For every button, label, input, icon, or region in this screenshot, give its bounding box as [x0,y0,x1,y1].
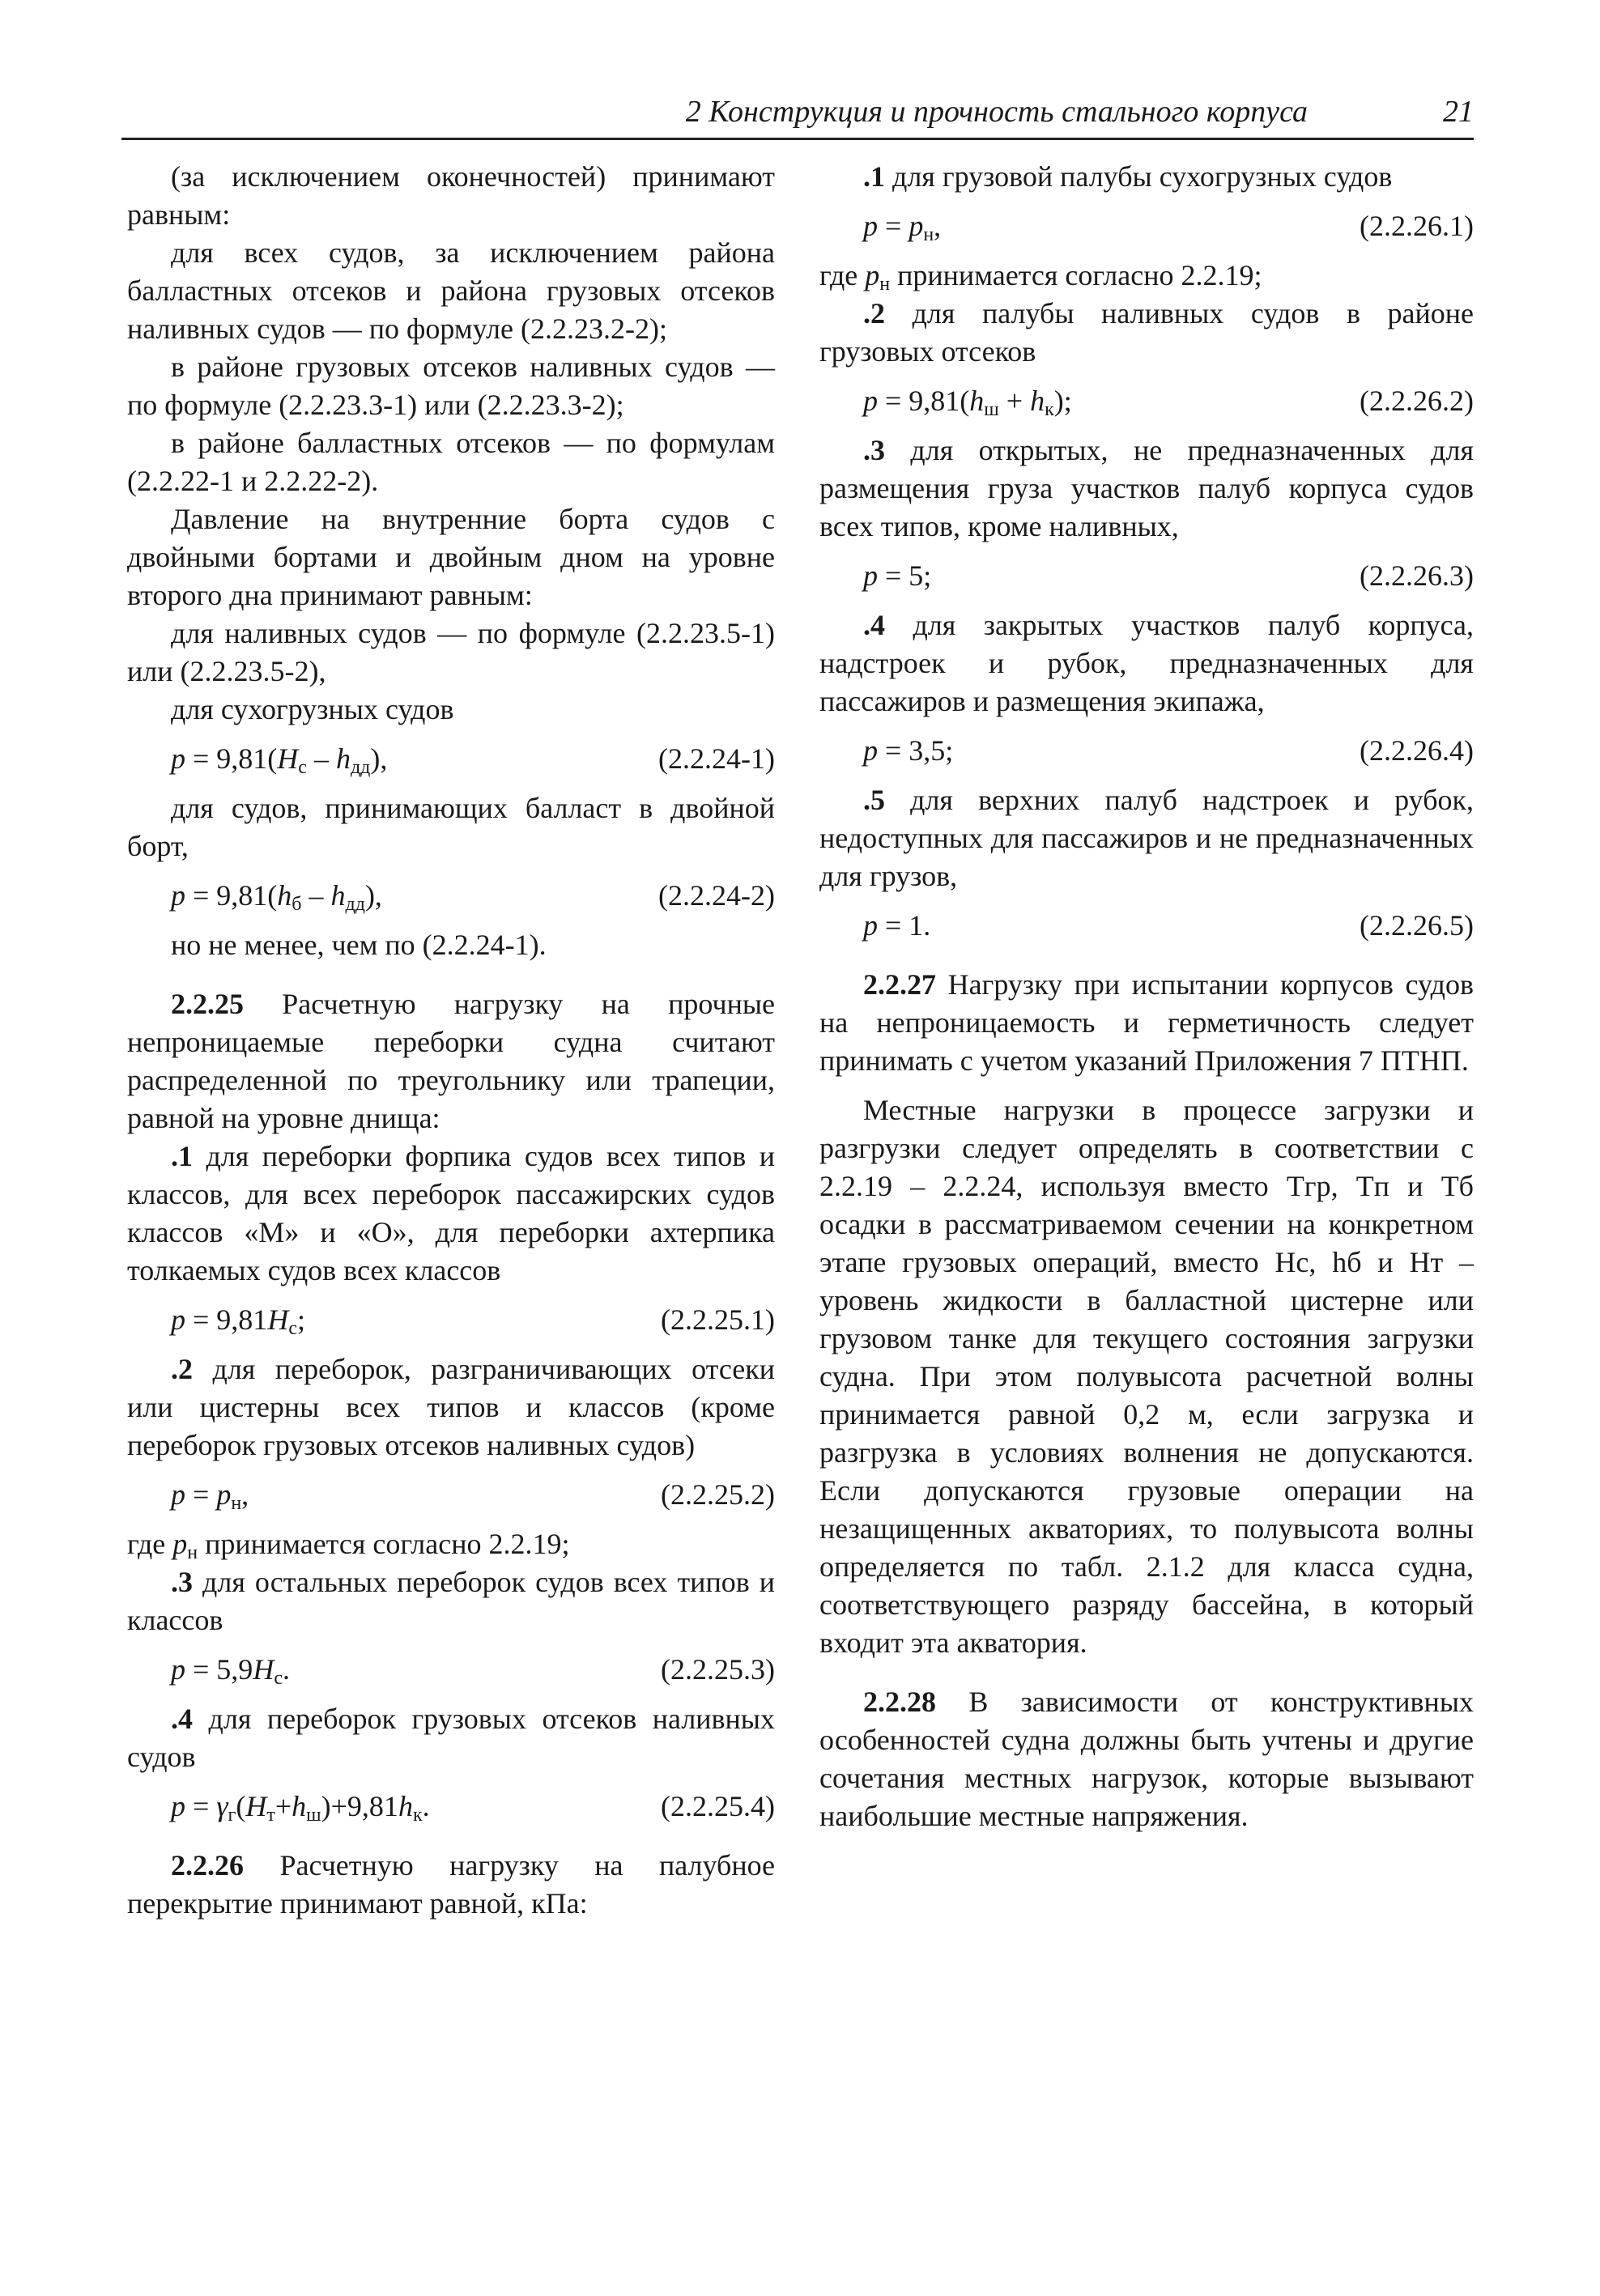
formula-expression: $p = p_н$, [863,210,942,245]
item-text: для переборок, разграничивающих отсеки или цистерны всех типов и классов (кроме переборок грузовых отсеков наливных судов) [127,1353,775,1461]
item-text: для закрытых участков палуб корпуса, надстроек и рубок, предназначенных для пассажиров и размещения экипажа, [819,609,1474,717]
paragraph: для сухогрузных судов [171,693,454,725]
formula-2-2-26-2 [863,382,1474,420]
where-clause: где $p_н$ принимается согласно 2.2.19; [819,259,1262,295]
paragraph: для судов, принимающих балласт в двойной борт, [127,792,775,862]
where-clause: где $p_н$ принимается согласно 2.2.19; [127,1528,570,1563]
section-2-2-25 [127,985,775,1137]
item-number: .4 [863,609,885,641]
section-text: Нагрузку при испытании корпусов судов на непроницаемость и герметичность следует принимать с учетом указаний Приложения 7 ПТНП. [819,968,1474,1077]
section-number: 2.2.25 [171,988,244,1020]
item-number: .3 [863,434,885,466]
section-number: 2.2.27 [863,968,936,1001]
section-2-2-27 [819,966,1474,1080]
formula-2-2-26-4 [863,732,1474,770]
paragraph: но не менее, чем по (2.2.24-1). [171,929,547,961]
item-number: .1 [863,160,885,193]
paragraph: для наливных судов — по формуле (2.2.23.5-1) или (2.2.23.5-2), [127,617,775,687]
formula-expression: p = 3,5; [863,734,954,767]
item-text: для верхних палуб надстроек и рубок, недоступных для пассажиров и не предназначенных для грузов, [819,784,1474,892]
left-column [127,158,775,1923]
item-number: .2 [171,1353,193,1385]
formula-expression: p = 5; [863,559,932,592]
list-item [819,295,1474,371]
paragraph: в районе балластных отсеков — по формулам (2.2.22-1 и 2.2.22-2). [127,427,775,497]
formula-2-2-26-5 [863,907,1474,945]
formula-2-2-25-3 [171,1651,775,1689]
list-item [819,158,1474,196]
formula-number: (2.2.26.5) [1360,909,1474,942]
section-text: В зависимости от конструктивных особенностей судна должны быть учтены и другие сочетания местных нагрузок, которые вызывают наибольшие местные напряжения. [819,1686,1474,1832]
formula-number: (2.2.26.2) [1360,385,1474,417]
item-text: для переборки форпика судов всех типов и классов, для всех переборок пассажирских судов классов «М» и «О», для переборки ахтерпика толкаемых судов всех классов [127,1140,776,1286]
list-item [127,1563,775,1639]
formula-expression: $p = 9,81(h_ш + h_к)$; [863,385,1072,420]
paragraph-local-loads: Местные нагрузки в процессе загрузки и разгрузки следует определять в соответствии с 2.2.19 – 2.2.24, используя вместо Tгр, Tп и Tб осадки в рассматриваемом сечении на конкретном этапе грузовых операций, вместо Hс, hб и Hт – уровень жидкости в балластной цистерне или грузовом танке для текущего состояния загрузки судна. При этом полувысота расчетной волны принимается равной 0,2 м, если загрузка и разгрузка в условиях волнения не допускаются. Если допускаются грузовые операции на незащищенных акваториях, то полувысота волны определяется по табл. 2.1.2 для класса судна, соответствующего разряду бассейна, в который входит эта акватория. [819,1094,1474,1659]
formula-expression: $p = \gamma_г(H_т+h_ш)+9,81h_к$. [171,1790,430,1826]
list-item [127,1350,775,1465]
paragraph: для всех судов, за исключением района балластных отсеков и района грузовых отсеков наливных судов — по формуле (2.2.23.2-2); [127,236,775,345]
page-number: 21 [1443,95,1474,129]
item-number: .3 [171,1566,193,1598]
paragraph: в районе грузовых отсеков наливных судов — по формуле (2.2.23.3-1) или (2.2.23.3-2); [127,351,775,421]
formula-expression: $p = 5,9H_с$. [171,1653,290,1689]
section-number: 2.2.26 [171,1849,244,1881]
item-text: для открытых, не предназначенных для размещения груза участков палуб корпуса судов всех типов, кроме наливных, [819,434,1474,542]
formula-number: (2.2.24-2) [658,879,775,912]
item-number: .2 [863,297,885,330]
list-item [127,1700,775,1776]
formula-expression: $p = 9,81(H_с - h_{дд})$, [171,742,388,778]
list-item [819,432,1474,546]
item-text: для грузовой палубы сухогрузных судов [892,160,1393,193]
formula-expression: p = 1. [863,909,931,942]
section-text: Расчетную нагрузку на палубное перекрытие принимают равной, кПа: [127,1849,776,1920]
formula-expression: $p = p_н$, [171,1478,249,1514]
formula-2-2-24-2 [171,877,775,915]
formula-number: (2.2.26.4) [1360,734,1474,767]
formula-2-2-25-4 [171,1788,775,1826]
formula-number: (2.2.26.3) [1360,559,1474,592]
formula-number: (2.2.25.1) [661,1303,775,1336]
right-column [819,158,1474,1835]
item-number: .1 [171,1140,193,1172]
formula-number: (2.2.24-1) [658,742,775,775]
list-item [819,781,1474,895]
section-text: Расчетную нагрузку на прочные непроницаемые переборки судна считают распределенной по треугольнику или трапеции, равной на уровне днища: [127,988,775,1134]
running-header [121,89,1474,140]
formula-expression: $p = 9,81(h_б - h_{дд})$, [171,879,382,915]
item-text: для переборок грузовых отсеков наливных судов [127,1703,775,1773]
section-2-2-28 [819,1683,1474,1835]
section-2-2-26 [127,1847,775,1923]
formula-expression: $p = 9,81H_с$; [171,1303,305,1339]
header-title: 2 Конструкция и прочность стального корпуса [685,95,1308,129]
item-text: для палубы наливных судов в районе грузовых отсеков [819,297,1474,368]
paragraph: Давление на внутренние борта судов с двойными бортами и двойным дном на уровне второго дна принимают равным: [127,503,775,611]
formula-2-2-24-1 [171,740,775,778]
formula-number: (2.2.26.1) [1360,210,1474,242]
formula-number: (2.2.25.4) [661,1790,775,1822]
formula-2-2-26-1 [863,207,1474,245]
section-number: 2.2.28 [863,1686,936,1718]
formula-2-2-25-1 [171,1301,775,1339]
paragraph: (за исключением оконечностей) принимают равным: [127,160,775,231]
formula-2-2-25-2 [171,1476,775,1514]
item-number: .5 [863,784,885,816]
formula-number: (2.2.25.3) [661,1653,775,1686]
formula-number: (2.2.25.2) [661,1478,775,1511]
list-item [127,1137,775,1290]
list-item [819,606,1474,721]
item-number: .4 [171,1703,193,1735]
item-text: для остальных переборок судов всех типов и классов [127,1566,775,1636]
formula-2-2-26-3 [863,557,1474,595]
